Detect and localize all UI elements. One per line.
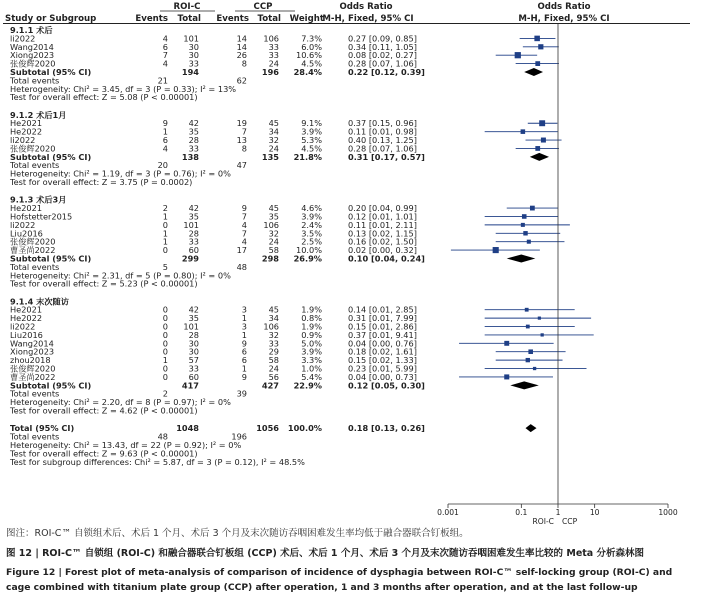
total-events-label: Total events [10,388,60,399]
study-square [493,247,499,253]
heterogeneity-text: Heterogeneity: Chi² = 2.31, df = 5 (P = 0.80); I² = 0% [10,270,231,281]
subtotal-label: Subtotal (95% CI) [10,67,92,77]
study-total2: 45 [268,203,279,214]
subgroup-title: 9.1.1 术后 [10,25,53,35]
study-square [526,358,530,362]
study-total1: 28 [188,135,199,146]
heterogeneity-text: Heterogeneity: Chi² = 2.20, df = 8 (P = 0.97); I² = 0% [10,397,231,408]
study-square [533,367,536,370]
study-weight: 9.1% [301,118,322,129]
study-or-ci: 0.13 [0.02, 1.15] [348,228,417,239]
study-total2: 24 [268,143,279,154]
study-total1: 42 [188,118,199,129]
subtotal-total1: 138 [181,151,199,162]
study-events1: 4 [162,58,168,69]
study-weight: 5.0% [301,338,322,349]
study-events1: 0 [162,245,168,256]
study-events1: 0 [162,219,168,230]
total-events1: 21 [157,75,168,86]
study-or-ci: 0.23 [0.01, 5.99] [348,363,417,374]
study-events2: 4 [241,219,247,230]
study-square [527,240,531,244]
study-events1: 0 [162,304,168,315]
study-events1: 0 [162,338,168,349]
study-total2: 56 [268,371,279,382]
study-weight: 4.5% [301,58,322,69]
study-or-ci: 0.04 [0.00, 0.76] [348,338,417,349]
study-name: He2022 [10,126,43,137]
study-events1: 2 [162,203,168,214]
study-events1: 0 [162,346,168,357]
study-square [538,44,543,49]
study-total2: 106 [263,33,279,44]
overall-weight: 100.0% [287,423,322,434]
x-tick-label: 0.001 [437,508,459,517]
study-total1: 101 [183,33,199,44]
study-weight: 3.9% [301,211,322,222]
study-weight: 1.9% [301,321,322,332]
favours-right-label: CCP [562,517,578,526]
study-or-ci: 0.27 [0.09, 0.85] [348,33,417,44]
study-weight: 4.6% [301,203,322,214]
subtotal-or-ci: 0.22 [0.12, 0.39] [348,67,425,77]
study-square [539,120,545,126]
study-name: 张俊辉2020 [10,143,56,154]
overall-events1: 48 [157,431,168,442]
study-square [504,341,509,346]
study-square [535,61,540,66]
study-events2: 14 [236,41,247,52]
study-square [528,349,533,354]
study-events2: 6 [241,355,247,366]
overall-effect-text: Test for overall effect: Z = 5.23 (P < 0.00001) [10,278,198,289]
study-weight: 5.4% [301,371,322,382]
subtotal-total2: 298 [261,253,279,264]
subtotal-label: Subtotal (95% CI) [10,380,92,391]
chinese-note-caption: 图注：ROI-C™ 自锁组术后、术后 1 个月、术后 3 个月及末次随访吞咽困难发生率均低于融合器联合钉板组。 [6,528,469,539]
study-total2: 58 [268,245,279,256]
study-weight: 10.0% [295,245,322,256]
study-square [530,206,535,211]
study-total2: 29 [268,346,279,357]
study-square [538,317,541,320]
study-events2: 9 [241,203,247,214]
header-study: Study or Subgroup [5,14,97,24]
study-events2: 7 [241,228,247,239]
x-tick-label: 1000 [658,508,678,517]
overall-total2: 1056 [256,423,279,434]
subtotal-weight: 22.9% [293,380,322,391]
header-group1: ROI-C [173,2,201,12]
study-name: li2022 [10,135,36,146]
study-name: Liu2016 [10,329,43,340]
study-total2: 106 [263,219,279,230]
study-events1: 1 [162,355,168,366]
study-weight: 6.0% [301,41,322,52]
header-events2: Events [216,14,249,24]
study-total2: 106 [263,321,279,332]
study-total1: 30 [188,338,199,349]
study-events1: 0 [162,371,168,382]
study-square [526,325,530,329]
study-or-ci: 0.12 [0.01, 1.01] [348,211,417,222]
study-weight: 1.0% [301,363,322,374]
study-square [515,52,521,58]
study-name: Wang2014 [10,338,54,349]
study-name: 张俊辉2020 [10,363,56,374]
study-or-ci: 0.02 [0.00, 0.32] [348,245,417,256]
study-total1: 35 [188,313,199,324]
study-or-ci: 0.34 [0.11, 1.05] [348,41,417,52]
subgroup-title: 9.1.2 术后1月 [10,109,67,120]
study-events2: 7 [241,126,247,137]
study-events2: 1 [241,329,247,340]
study-name: Wang2014 [10,41,54,52]
header-method-right: M-H, Fixed, 95% CI [518,14,610,24]
study-total2: 45 [268,118,279,129]
study-name: He2021 [10,118,43,129]
study-or-ci: 0.04 [0.00, 0.73] [348,371,417,382]
study-weight: 3.9% [301,346,322,357]
study-or-ci: 0.18 [0.02, 1.61] [348,346,417,357]
subtotal-weight: 21.8% [293,151,322,162]
study-name: 曹圣尚2022 [10,371,56,382]
total-events2: 48 [236,261,247,272]
subgroup-title: 9.1.3 术后3月 [10,194,67,205]
study-or-ci: 0.15 [0.01, 2.86] [348,321,417,332]
study-name: li2022 [10,33,36,44]
study-events2: 1 [241,313,247,324]
study-total2: 34 [268,313,279,324]
study-weight: 2.5% [301,236,322,247]
study-events1: 4 [162,143,168,154]
subtotal-total2: 135 [261,151,279,162]
study-events2: 7 [241,211,247,222]
study-events2: 4 [241,236,247,247]
study-or-ci: 0.37 [0.15, 0.96] [348,118,417,129]
subtotal-diamond [510,381,539,389]
total-events2: 62 [236,75,247,86]
x-tick-label: 10 [589,508,600,517]
subtotal-total1: 194 [181,67,199,77]
study-name: Xiong2023 [10,50,55,61]
study-total1: 57 [188,355,199,366]
subtotal-total2: 427 [261,380,279,391]
study-total1: 33 [188,363,199,374]
heterogeneity-text: Heterogeneity: Chi² = 1.19, df = 3 (P = 0.76); I² = 0% [10,168,231,179]
subtotal-weight: 26.9% [293,253,322,264]
study-weight: 0.9% [301,329,322,340]
study-total1: 101 [183,321,199,332]
study-total1: 35 [188,126,199,137]
study-square [522,214,527,219]
study-events1: 1 [162,236,168,247]
study-events2: 19 [236,118,247,129]
subgroup-title: 9.1.4 末次随访 [10,296,69,307]
study-name: 曹圣尚2022 [10,245,56,256]
study-events2: 1 [241,363,247,374]
study-total1: 42 [188,203,199,214]
study-square [535,146,540,151]
study-name: Xiong2023 [10,346,55,357]
study-events2: 13 [236,135,247,146]
study-or-ci: 0.28 [0.07, 1.06] [348,143,417,154]
study-name: zhou2018 [10,355,51,366]
study-events1: 0 [162,313,168,324]
study-total1: 28 [188,228,199,239]
study-or-ci: 0.16 [0.02, 1.50] [348,236,417,247]
study-total1: 30 [188,50,199,61]
study-name: Hofstetter2015 [10,211,73,222]
study-total2: 33 [268,338,279,349]
study-weight: 1.9% [301,304,322,315]
study-total2: 33 [268,50,279,61]
study-total2: 32 [268,329,279,340]
study-weight: 5.3% [301,135,322,146]
study-square [534,36,540,42]
study-events1: 1 [162,228,168,239]
x-tick-label: 1 [555,508,561,517]
study-total2: 34 [268,126,279,137]
overall-or-ci: 0.18 [0.13, 0.26] [348,423,425,434]
study-square [525,308,529,312]
study-total2: 45 [268,304,279,315]
study-total1: 28 [188,329,199,340]
study-weight: 3.9% [301,126,322,137]
study-square [521,129,526,134]
study-square [521,223,525,227]
study-or-ci: 0.15 [0.02, 1.33] [348,355,417,366]
study-total2: 32 [268,135,279,146]
study-total1: 33 [188,58,199,69]
study-square [523,231,527,235]
study-name: li2022 [10,219,36,230]
study-square [541,333,544,336]
study-total1: 30 [188,346,199,357]
overall-diamond [526,424,537,432]
study-or-ci: 0.40 [0.13, 1.25] [348,135,417,146]
study-total1: 101 [183,219,199,230]
study-weight: 3.5% [301,228,322,239]
subtotal-or-ci: 0.12 [0.05, 0.30] [348,380,425,391]
total-events-label: Total events [10,261,60,272]
subtotal-diamond [507,254,536,262]
study-or-ci: 0.14 [0.01, 2.85] [348,304,417,315]
study-total1: 33 [188,143,199,154]
study-events2: 26 [236,50,247,61]
study-total2: 24 [268,363,279,374]
total-events1: 2 [162,388,168,399]
subtotal-label: Subtotal (95% CI) [10,151,92,162]
header-or-title-right: Odds Ratio [537,2,591,12]
study-total2: 35 [268,211,279,222]
subtotal-label: Subtotal (95% CI) [10,253,92,264]
study-square [504,374,509,379]
study-events1: 6 [162,135,168,146]
header-events1: Events [135,14,168,24]
study-total2: 58 [268,355,279,366]
subtotal-diamond [530,153,549,161]
header-group2: CCP [253,2,273,12]
study-or-ci: 0.08 [0.02, 0.27] [348,50,417,61]
study-total2: 24 [268,58,279,69]
study-events2: 17 [236,245,247,256]
study-name: 张俊辉2020 [10,58,56,69]
overall-total1: 1048 [176,423,199,434]
total-events2: 47 [236,160,247,171]
header-method-left: M-H, Fixed, 95% CI [322,14,414,24]
subtotal-or-ci: 0.10 [0.04, 0.24] [348,253,425,264]
study-or-ci: 0.28 [0.07, 1.06] [348,58,417,69]
study-total1: 60 [188,245,199,256]
header-weight: Weight [289,14,324,24]
study-events2: 9 [241,338,247,349]
header-or-title-left: Odds Ratio [339,2,393,12]
study-weight: 0.8% [301,313,322,324]
study-or-ci: 0.11 [0.01, 0.98] [348,126,417,137]
overall-effect-text: Test for overall effect: Z = 5.08 (P < 0.00001) [10,92,198,103]
study-events2: 14 [236,33,247,44]
overall-events2: 196 [231,431,247,442]
study-events1: 0 [162,363,168,374]
study-name: Liu2016 [10,228,43,239]
study-or-ci: 0.31 [0.01, 7.99] [348,313,417,324]
subtotal-weight: 28.4% [293,67,322,77]
study-events1: 0 [162,321,168,332]
overall-events-label: Total events [10,431,60,442]
english-figure-caption: Figure 12 | Forest plot of meta-analysis of comparison of incidence of dysphagia between ROI-C™ self-locking group (ROI-C) and cage combined with titanium plate group (CCP) after operation, 1 and 3 months after operation, and at the last follow-up [6,567,673,593]
study-or-ci: 0.20 [0.04, 0.99] [348,203,417,214]
header-total2: Total [257,14,281,24]
study-total2: 33 [268,41,279,52]
study-or-ci: 0.37 [0.01, 9.41] [348,329,417,340]
subgroup-differences-test: Test for subgroup differences: Chi² = 5.87, df = 3 (P = 0.12), I² = 48.5% [10,456,305,467]
overall-label: Total (95% CI) [10,423,75,434]
study-square [541,138,546,143]
subtotal-diamond [524,68,543,76]
study-total1: 60 [188,371,199,382]
study-name: He2021 [10,203,43,214]
study-total1: 33 [188,236,199,247]
x-tick-label: 0.1 [515,508,528,517]
study-events1: 7 [162,50,168,61]
overall-heterogeneity: Heterogeneity: Chi² = 13.43, df = 22 (P = 0.92); I² = 0% [10,439,242,450]
subtotal-total2: 196 [261,67,279,77]
study-events2: 3 [241,321,247,332]
study-events2: 8 [241,143,247,154]
study-name: He2021 [10,304,43,315]
heterogeneity-text: Heterogeneity: Chi² = 3.45, df = 3 (P = 0.33); I² = 13% [10,83,237,94]
subtotal-total1: 299 [181,253,199,264]
study-total2: 24 [268,236,279,247]
study-events1: 9 [162,118,168,129]
study-total2: 32 [268,228,279,239]
study-events1: 4 [162,33,168,44]
header-total1: Total [177,14,201,24]
study-events1: 1 [162,126,168,137]
study-events2: 8 [241,58,247,69]
study-events2: 3 [241,304,247,315]
study-events1: 6 [162,41,168,52]
study-weight: 4.5% [301,143,322,154]
subtotal-total1: 417 [181,380,199,391]
total-events1: 5 [162,261,168,272]
study-name: li2022 [10,321,36,332]
study-weight: 3.3% [301,355,322,366]
subtotal-or-ci: 0.31 [0.17, 0.57] [348,151,425,162]
study-total1: 42 [188,304,199,315]
total-events1: 20 [157,160,168,171]
overall-effect-text: Test for overall effect: Z = 3.75 (P = 0.0002) [10,177,193,188]
study-or-ci: 0.11 [0.01, 2.11] [348,219,417,230]
study-events2: 6 [241,346,247,357]
overall-effect-text: Test for overall effect: Z = 4.62 (P < 0.00001) [10,405,198,416]
total-events-label: Total events [10,160,60,171]
study-name: 张俊辉2020 [10,236,56,247]
chinese-figure-caption: 图 12 | ROI-C™ 自锁组 (ROI-C) 和融合器联合钉板组 (CCP) 术后、术后 1 个月、术后 3 个月及末次随访吞咽困难发生率比较的 Meta 分析森林图 [6,548,645,559]
favours-left-label: ROI-C [532,517,554,526]
study-total1: 35 [188,211,199,222]
study-events1: 0 [162,329,168,340]
study-events1: 1 [162,211,168,222]
overall-test: Test for overall effect: Z = 9.63 (P < 0.00001) [10,448,198,459]
total-events-label: Total events [10,75,60,86]
study-weight: 2.4% [301,219,322,230]
study-total1: 30 [188,41,199,52]
study-weight: 7.3% [301,33,322,44]
total-events2: 39 [236,388,247,399]
study-name: He2022 [10,313,43,324]
study-weight: 10.6% [295,50,322,61]
study-events2: 9 [241,371,247,382]
